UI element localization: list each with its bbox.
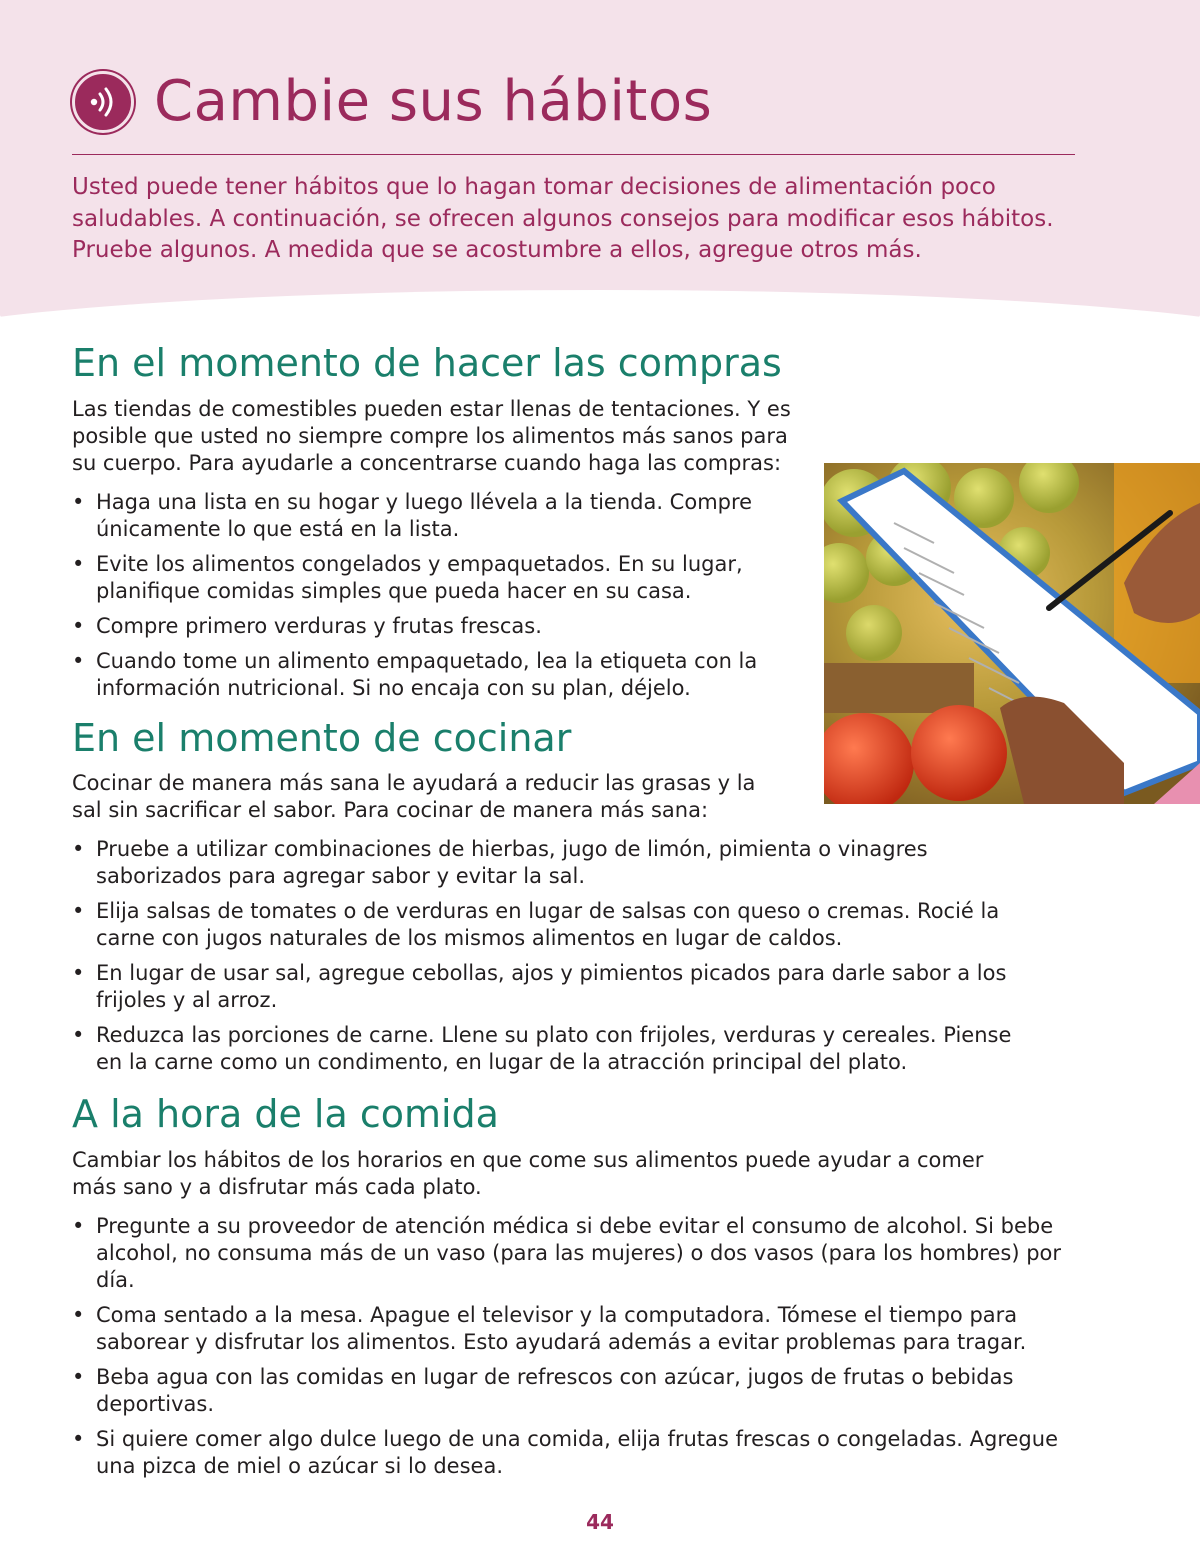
- title-row: [72, 70, 712, 134]
- section-intro-shopping: Las tiendas de comestibles pueden estar llenas de tentaciones. Y es posible que usted no siempre compre los alimentos más sanos para su cuerpo. Para ayudarle a concentrarse cuando haga las compras:: [72, 397, 791, 475]
- list-item: • Si quiere comer algo dulce luego de una comida, elija frutas frescas o congeladas. Agregue una pizca de miel o azúcar si lo desea.: [72, 1426, 1082, 1480]
- page-number: 44: [586, 1510, 614, 1534]
- section-intro-mealtime: Cambiar los hábitos de los horarios en que come sus alimentos puede ayudar a comer más sano y a disfrutar más cada plato.: [72, 1148, 984, 1199]
- list-item: • En lugar de usar sal, agregue cebollas, ajos y pimientos picados para darle sabor a los frijoles y al arroz.: [72, 960, 1032, 1014]
- bullet-list-shopping: [72, 489, 772, 710]
- bullet-list-mealtime: [72, 1213, 1082, 1488]
- list-item: • Reduzca las porciones de carne. Llene su plato con frijoles, verduras y cereales. Piense en la carne como un condimento, en lugar de la atracción principal del plato.: [72, 1022, 1032, 1076]
- intro-text: Usted puede tener hábitos que lo hagan tomar decisiones de alimentación poco saludables. A continuación, se ofrecen algunos consejos para modificar esos hábitos. Pruebe algunos. A medida que se acostumbre a ellos, agregue otros más.: [72, 174, 1054, 263]
- list-item: • Compre primero verduras y frutas frescas.: [72, 613, 772, 640]
- shopping-list-photo: [824, 463, 1200, 804]
- page-title: Cambie sus hábitos: [154, 69, 713, 134]
- list-item: • Coma sentado a la mesa. Apague el televisor y la computadora. Tómese el tiempo para saborear y disfrutar los alimentos. Esto ayudará además a evitar problemas para tragar.: [72, 1302, 1082, 1356]
- list-item: • Beba agua con las comidas en lugar de refrescos con azúcar, jugos de frutas o bebidas deportivas.: [72, 1364, 1082, 1418]
- section-title-cooking: En el momento de cocinar: [72, 716, 572, 760]
- list-item: • Pruebe a utilizar combinaciones de hierbas, jugo de limón, pimienta o vinagres saborizados para agregar sabor y evitar la sal.: [72, 836, 1032, 890]
- list-item: • Haga una lista en su hogar y luego llévela a la tienda. Compre únicamente lo que está en la lista.: [72, 489, 772, 543]
- list-item: • Cuando tome un alimento empaquetado, lea la etiqueta con la información nutricional. Si no encaja con su plan, déjelo.: [72, 648, 772, 702]
- section-intro-cooking: Cocinar de manera más sana le ayudará a reducir las grasas y la sal sin sacrificar el sabor. Para cocinar de manera más sana:: [72, 771, 756, 822]
- audio-waves-icon: [86, 87, 120, 117]
- list-item: • Evite los alimentos congelados y empaquetados. En su lugar, planifique comidas simples que pueda hacer en su casa.: [72, 551, 772, 605]
- list-item: • Pregunte a su proveedor de atención médica si debe evitar el consumo de alcohol. Si bebe alcohol, no consuma más de un vaso (para las mujeres) o dos vasos (para los hombres) por día.: [72, 1213, 1082, 1294]
- bullet-list-cooking: [72, 836, 1032, 1084]
- section-title-mealtime: A la hora de la comida: [72, 1092, 499, 1136]
- audio-icon[interactable]: [72, 71, 134, 133]
- section-title-shopping: En el momento de hacer las compras: [72, 341, 782, 385]
- title-divider: [72, 154, 1075, 155]
- list-item: • Elija salsas de tomates o de verduras en lugar de salsas con queso o cremas. Rocié la carne con jugos naturales de los mismos alimentos en lugar de caldos.: [72, 898, 1032, 952]
